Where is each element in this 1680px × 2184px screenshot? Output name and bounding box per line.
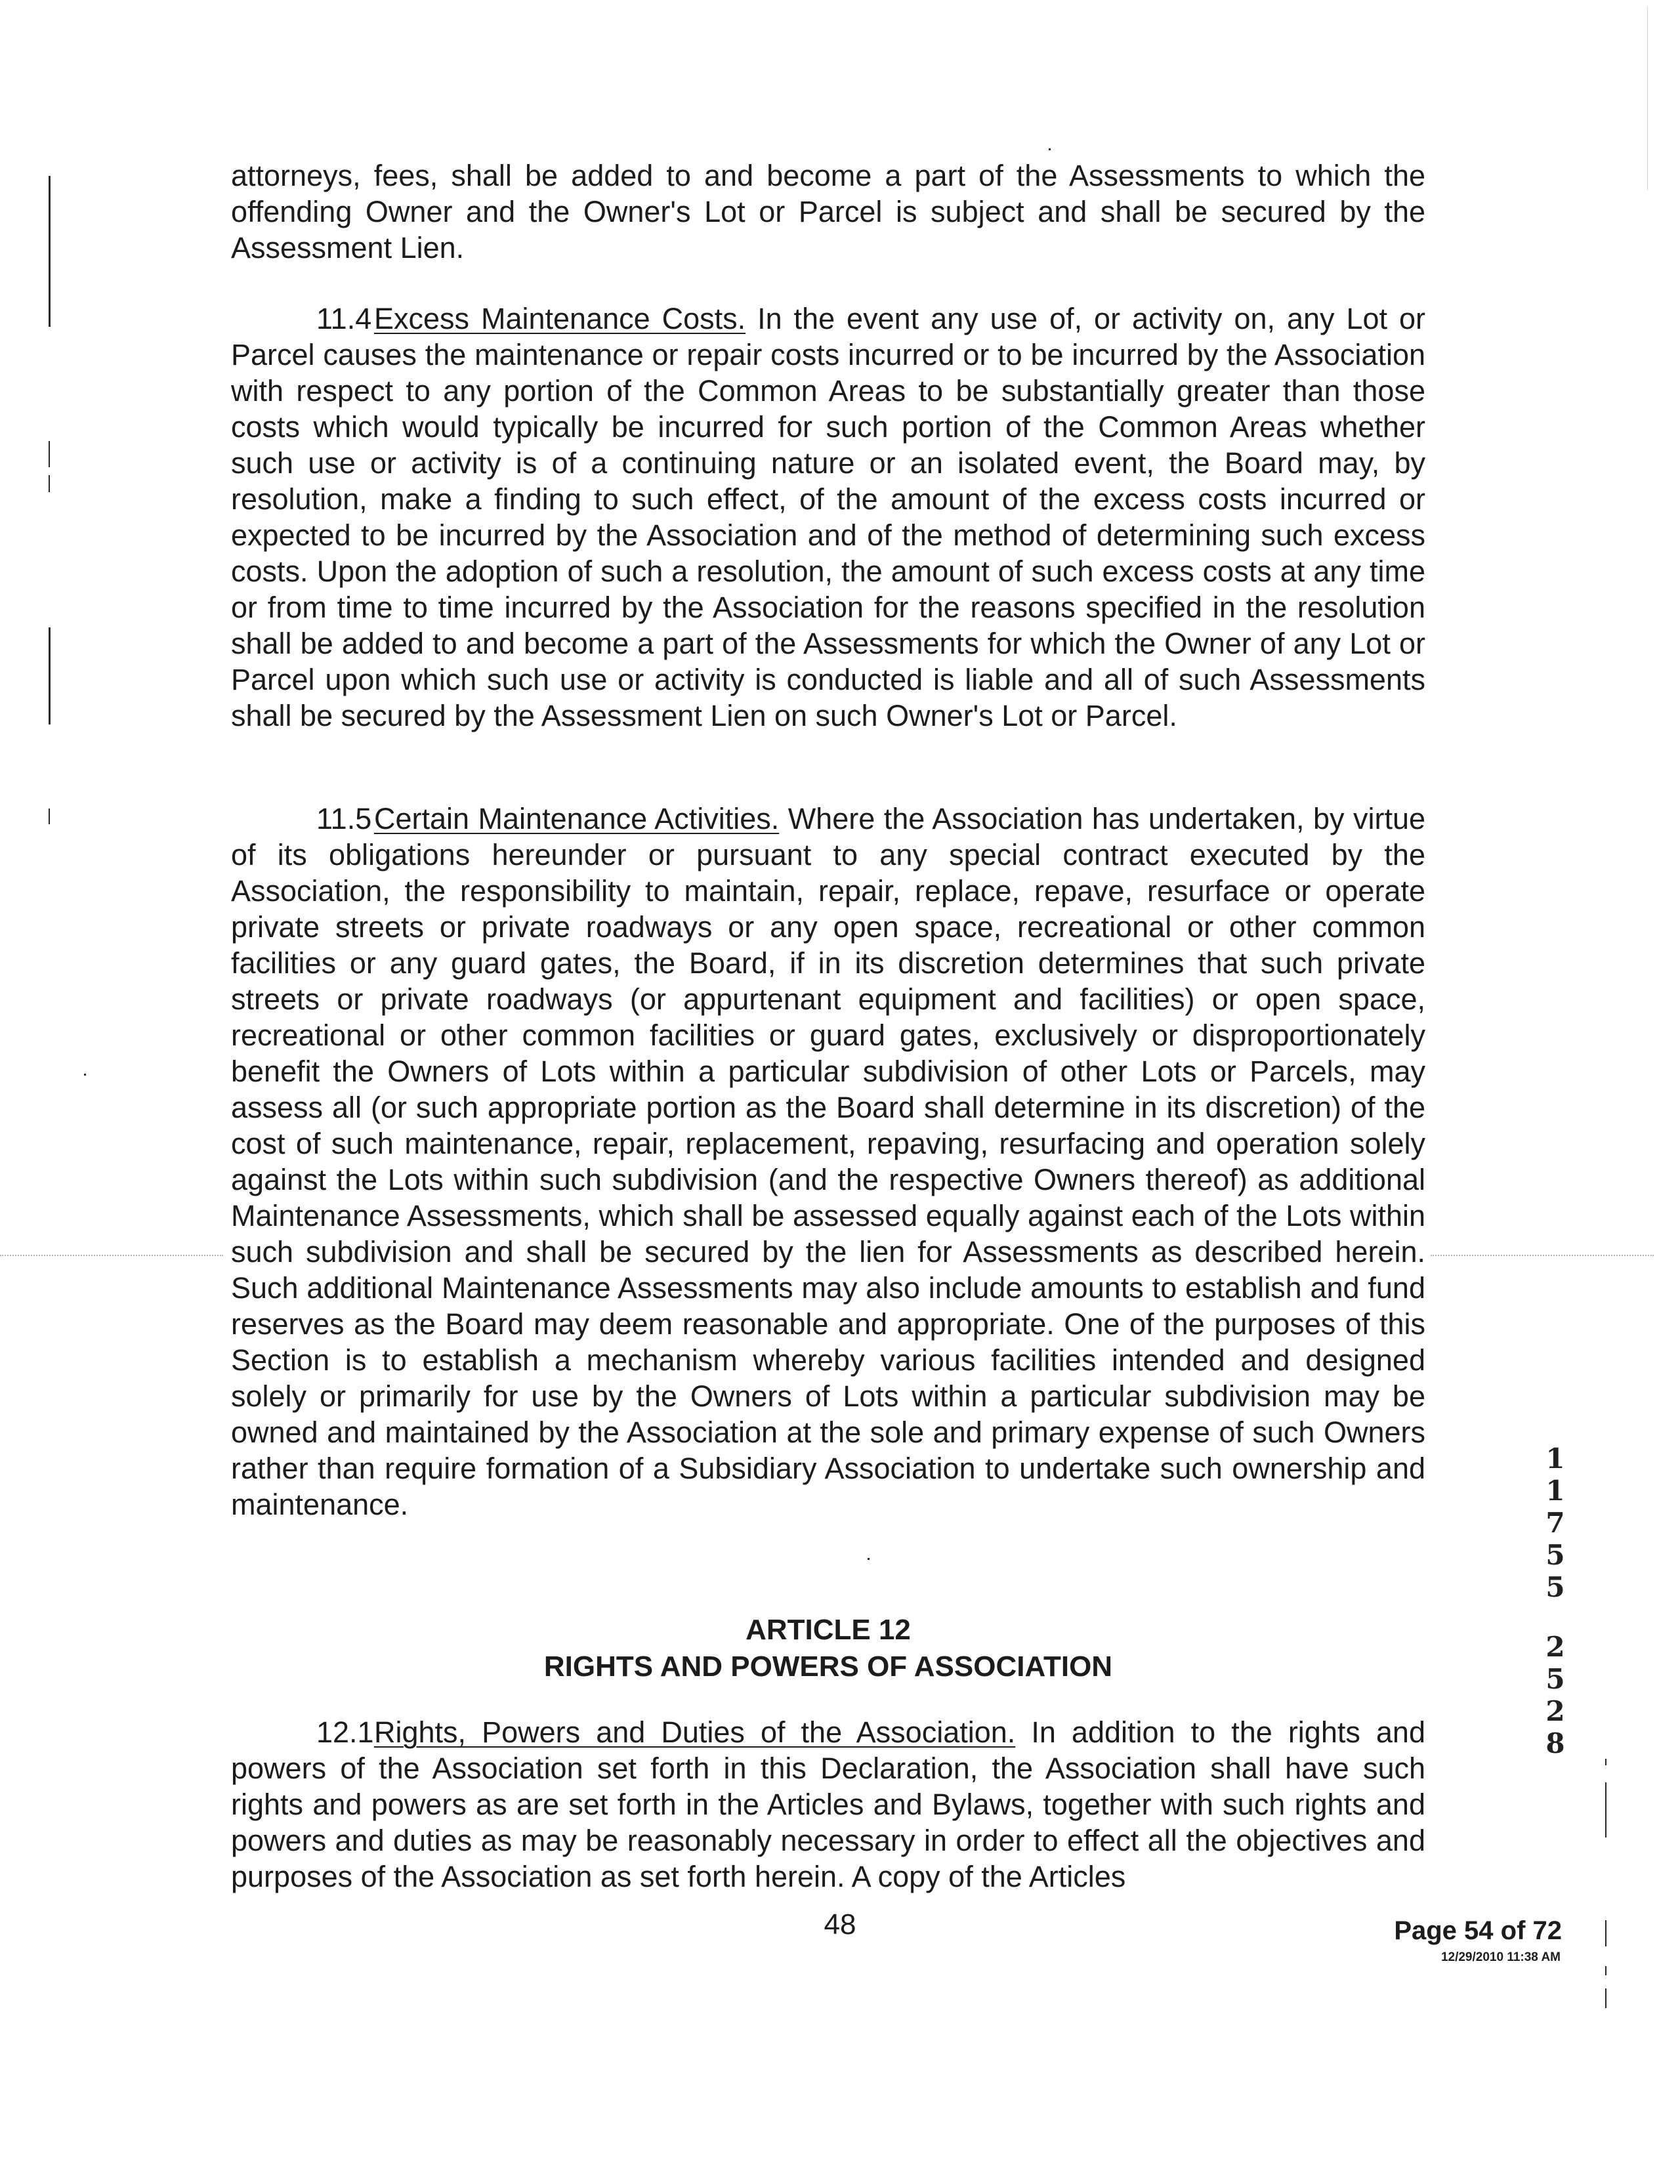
stamp-digit: 8 xyxy=(1545,1727,1565,1759)
revision-bar xyxy=(49,176,51,327)
stamp-digit: 1 xyxy=(1545,1475,1565,1507)
section-title: Excess Maintenance Costs. xyxy=(374,302,746,335)
page-count-label: Page 54 of 72 xyxy=(1394,1916,1562,1945)
revision-bar xyxy=(49,808,50,824)
stamp-digit: 5 xyxy=(1545,1663,1565,1695)
revision-bar xyxy=(1605,1782,1606,1838)
article-title: RIGHTS AND POWERS OF ASSOCIATION xyxy=(543,1650,1113,1683)
stamp-digit: 1 xyxy=(1545,1442,1565,1475)
paragraph-continuation xyxy=(231,158,1425,266)
stamp-digit: 5 xyxy=(1545,1539,1565,1571)
revision-bar xyxy=(1605,1920,1606,1946)
article-number: ARTICLE 12 xyxy=(746,1614,911,1646)
edge-line xyxy=(1647,7,1648,190)
section-title: Rights, Powers and Duties of the Association. xyxy=(374,1715,1016,1749)
stamp-digit: 5 xyxy=(1545,1571,1565,1603)
scan-speck xyxy=(868,1558,870,1560)
stamp-digit: 2 xyxy=(1545,1695,1565,1727)
paragraph-text: attorneys, fees, shall be added to and become a part of the Assessments to which the offending Owner and the Owner's Lot or Parcel is subject and shall be secured by the Assessment Lien. xyxy=(231,159,1425,264)
section-text: In the event any use of, or activity on, any Lot or Parcel causes the maintenance or repair costs incurred or to be incurred by the Association with respect to any portion of the Common Areas to be substantially greater than those costs which would typically be incurred for such portion of the Common Areas whether such use or activity is of a continuing nature or an isolated event, the Board may, by resolution, make a finding to such effect, of the amount of the excess costs incurred or expected to be incurred by the Association and of the method of determining such excess costs. Upon the adoption of such a resolution, the amount of such excess costs at any time or from time to time incurred by the Association for the reasons specified in the resolution shall be added to and become a part of the Assessments for which the Owner of any Lot or Parcel upon which such use or activity is conducted is liable and all of such Assessments shall be secured by the Assessment Lien on such Owner's Lot or Parcel. xyxy=(231,302,1425,732)
fold-line xyxy=(0,1255,223,1256)
fold-line xyxy=(1431,1255,1654,1256)
revision-bar xyxy=(49,441,50,467)
stamp-digit: 7 xyxy=(1545,1507,1565,1539)
article-heading xyxy=(231,1612,1425,1685)
section-text: In addition to the rights and powers of the Association set forth in this Declaration, the Association shall have such rights and powers as are set forth in the Articles and Bylaws, together with such rights and powers and duties as may be reasonably necessary in order to effect all the objectives and purposes of the Association as set forth herein. A copy of the Articles xyxy=(231,1715,1425,1893)
revision-bar xyxy=(49,627,51,724)
section-11-5 xyxy=(231,801,1425,1522)
section-12-1 xyxy=(231,1714,1425,1895)
revision-bar xyxy=(1605,1759,1606,1765)
section-number: 12.1 xyxy=(316,1715,374,1749)
section-11-4 xyxy=(231,301,1425,734)
section-number: 11.4 xyxy=(316,302,372,335)
section-title: Certain Maintenance Activities. xyxy=(374,802,780,835)
revision-bar xyxy=(1605,1966,1606,1975)
recording-stamp xyxy=(1536,1442,1575,1759)
revision-bar xyxy=(1605,1988,1606,2008)
scan-speck xyxy=(1049,148,1051,150)
timestamp: 12/29/2010 11:38 AM xyxy=(1440,1950,1561,1964)
scan-speck xyxy=(84,1074,86,1076)
revision-bar xyxy=(49,475,50,492)
section-number: 11.5 xyxy=(316,802,372,835)
page-number: 48 xyxy=(824,1908,856,1941)
section-text: Where the Association has undertaken, by virtue of its obligations hereunder or pursuant to any special contract executed by the Association, the responsibility to maintain, repair, replace, repave, resurface or operate private streets or private roadways or any open space, recreational or other common facilities or any guard gates, the Board, if in its discretion determines that such private streets or private roadways (or appurtenant equipment and facilities) or open space, recreational or other common facilities or guard gates, exclusively or disproportionately benefit the Owners of Lots within a particular subdivision of other Lots or Parcels, may assess all (or such appropriate portion as the Board shall determine in its discretion) of the cost of such maintenance, repair, replacement, repaving, resurfacing and operation solely against the Lots within such subdivision (and the respective Owners thereof) as additional Maintenance Assessments, which shall be assessed equally against each of the Lots within such subdivision and shall be secured by the lien for Assessments as described herein. Such additional Maintenance Assessments may also include amounts to establish and fund reserves as the Board may deem reasonable and appropriate. One of the purposes of this Section is to establish a mechanism whereby various facilities intended and designed solely or primarily for use by the Owners of Lots within a particular subdivision may be owned and maintained by the Association at the sole and primary expense of such Owners rather than require formation of a Subsidiary Association to undertake such ownership and maintenance. xyxy=(231,802,1426,1521)
stamp-digit: 2 xyxy=(1545,1631,1565,1663)
